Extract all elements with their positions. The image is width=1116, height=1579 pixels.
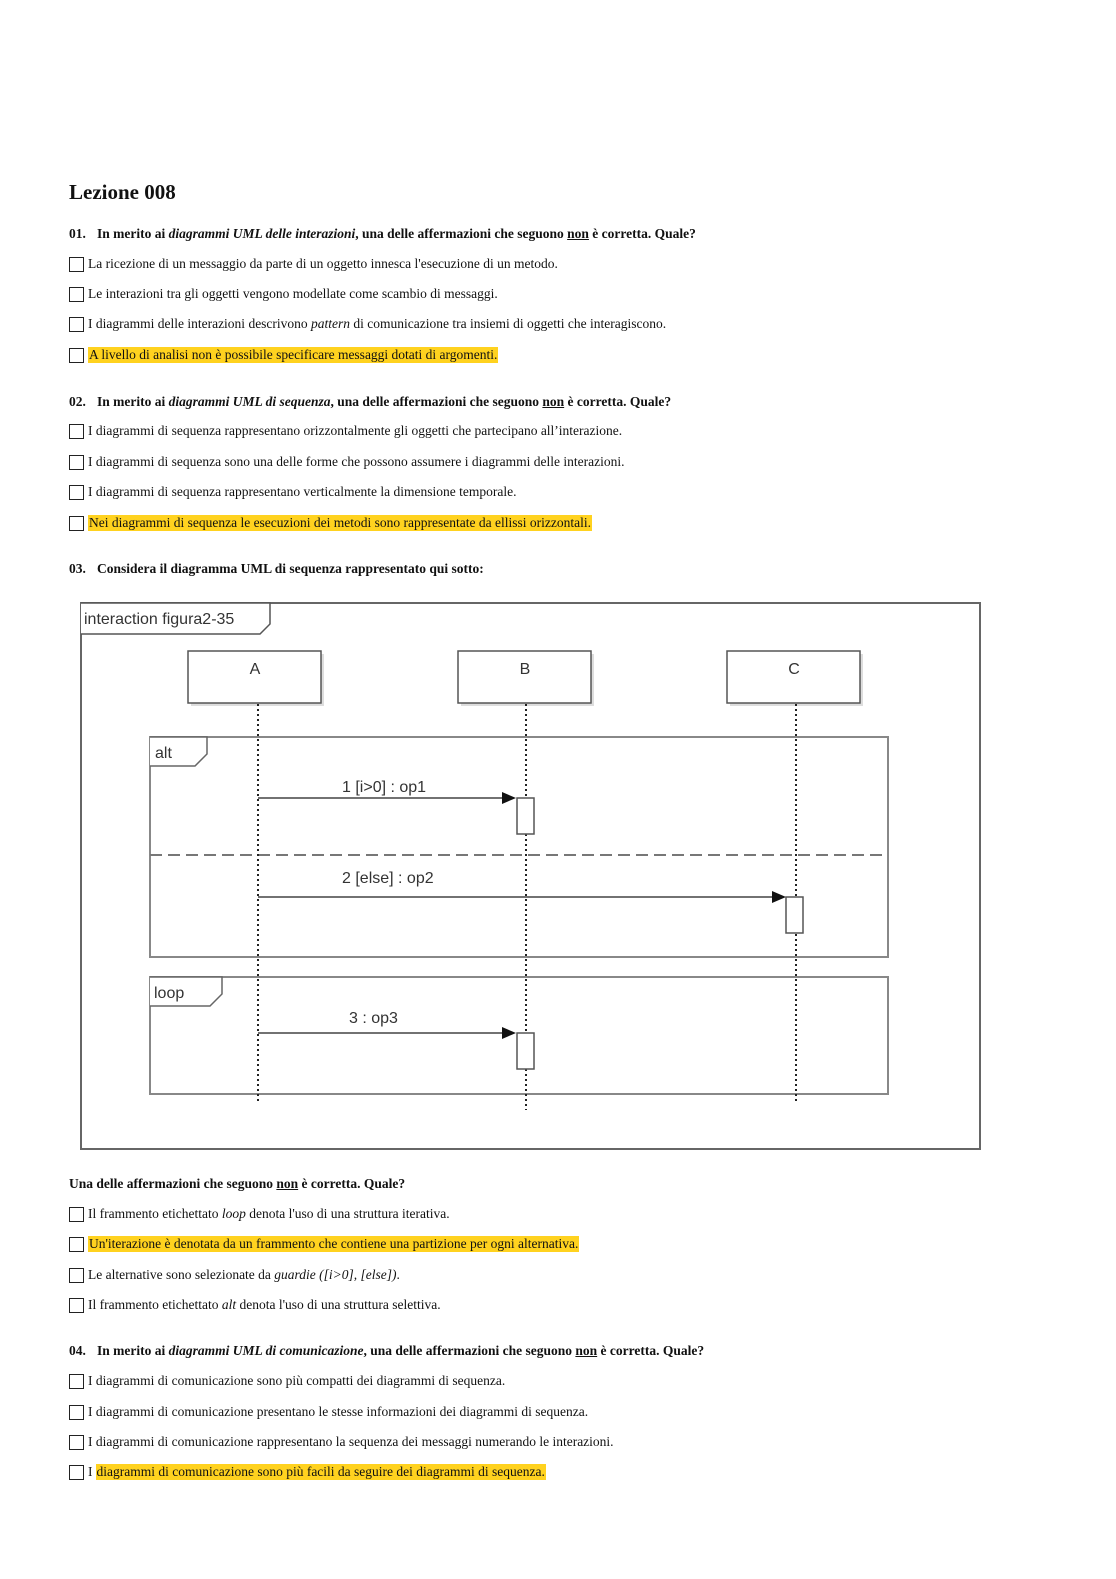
option-text: La ricezione di un messaggio da parte di un oggetto innesca l'esecuzione di un metodo. bbox=[88, 256, 558, 271]
answer-option[interactable] bbox=[69, 1204, 450, 1224]
activation-bar-b bbox=[517, 798, 534, 834]
answer-checkbox[interactable] bbox=[69, 1237, 84, 1252]
message-label-op1: 1 [i>0] : op1 bbox=[342, 779, 427, 796]
answer-option[interactable] bbox=[69, 482, 516, 502]
option-text-prefix: I bbox=[88, 1464, 93, 1479]
question-03-prompt: Una delle affermazioni che seguono non è corretta. Quale? bbox=[69, 1176, 406, 1191]
answer-option-highlighted[interactable] bbox=[69, 1462, 546, 1482]
answer-checkbox[interactable] bbox=[69, 1435, 84, 1450]
lifeline-label-c: C bbox=[788, 661, 800, 678]
option-text: I diagrammi di sequenza rappresentano verticalmente la dimensione temporale. bbox=[88, 484, 517, 499]
option-text-highlighted: diagrammi di comunicazione sono più facili da seguire dei diagrammi di sequenza. bbox=[96, 1464, 545, 1479]
question-number: 03. bbox=[69, 561, 86, 576]
answer-checkbox[interactable] bbox=[69, 424, 84, 439]
answer-option-highlighted[interactable] bbox=[69, 513, 592, 533]
answer-option[interactable] bbox=[69, 1371, 505, 1391]
answer-checkbox[interactable] bbox=[69, 257, 84, 272]
answer-option[interactable] bbox=[69, 1295, 441, 1315]
answer-checkbox[interactable] bbox=[69, 317, 84, 332]
uml-sequence-diagram bbox=[80, 602, 984, 1154]
option-text: Le interazioni tra gli oggetti vengono modellate come scambio di messaggi. bbox=[88, 286, 498, 301]
question-number: 01. bbox=[69, 226, 86, 241]
alt-label: alt bbox=[155, 745, 172, 762]
answer-option[interactable] bbox=[69, 314, 666, 334]
answer-checkbox[interactable] bbox=[69, 1465, 84, 1480]
answer-option-highlighted[interactable] bbox=[69, 1234, 579, 1254]
answer-checkbox[interactable] bbox=[69, 1207, 84, 1222]
option-text: I diagrammi delle interazioni descrivono pattern di comunicazione tra insiemi di oggetti che interagiscono. bbox=[88, 316, 667, 331]
option-text: Il frammento etichettato loop denota l'uso di una struttura iterativa. bbox=[88, 1206, 450, 1221]
option-text: I diagrammi di sequenza sono una delle forme che possono assumere i diagrammi delle interazioni. bbox=[88, 454, 625, 469]
option-text: I diagrammi di sequenza rappresentano orizzontalmente gli oggetti che partecipano all’interazione. bbox=[88, 423, 623, 438]
option-text: I diagrammi di comunicazione sono più compatti dei diagrammi di sequenza. bbox=[88, 1373, 506, 1388]
page-title: Lezione 008 bbox=[69, 180, 176, 204]
option-text: I diagrammi di comunicazione rappresentano la sequenza dei messaggi numerando le interazioni. bbox=[88, 1434, 614, 1449]
question-04: 04. In merito ai diagrammi UML di comunicazione, una delle affermazioni che seguono non è corretta. Quale? bbox=[69, 1343, 705, 1358]
answer-checkbox[interactable] bbox=[69, 1268, 84, 1283]
question-02: 02. In merito ai diagrammi UML di sequenza, una delle affermazioni che seguono non è corretta. Quale? bbox=[69, 394, 672, 409]
answer-option[interactable] bbox=[69, 452, 624, 472]
answer-option-highlighted[interactable] bbox=[69, 345, 498, 365]
option-text-highlighted: A livello di analisi non è possibile specificare messaggi dotati di argomenti. bbox=[89, 347, 498, 362]
question-number: 02. bbox=[69, 394, 86, 409]
answer-option[interactable] bbox=[69, 254, 558, 274]
message-label-op2: 2 [else] : op2 bbox=[342, 870, 434, 887]
option-text: I diagrammi di comunicazione presentano le stesse informazioni dei diagrammi di sequenza. bbox=[88, 1404, 589, 1419]
answer-checkbox[interactable] bbox=[69, 348, 84, 363]
loop-label: loop bbox=[154, 985, 185, 1002]
activation-bar-c bbox=[786, 897, 803, 933]
answer-checkbox[interactable] bbox=[69, 485, 84, 500]
answer-checkbox[interactable] bbox=[69, 1298, 84, 1313]
answer-option[interactable] bbox=[69, 1402, 588, 1422]
answer-option[interactable] bbox=[69, 1265, 400, 1285]
answer-option[interactable] bbox=[69, 421, 622, 441]
question-03: 03. Considera il diagramma UML di sequenza rappresentato qui sotto: bbox=[69, 561, 484, 576]
message-label-op3: 3 : op3 bbox=[349, 1010, 398, 1027]
answer-checkbox[interactable] bbox=[69, 455, 84, 470]
lifeline-label-a: A bbox=[249, 661, 261, 678]
option-text: Il frammento etichettato alt denota l'uso di una struttura selettiva. bbox=[88, 1297, 441, 1312]
answer-checkbox[interactable] bbox=[69, 1405, 84, 1420]
answer-checkbox[interactable] bbox=[69, 287, 84, 302]
option-text-highlighted: Un'iterazione è denotata da un frammento che contiene una partizione per ogni alternativa. bbox=[89, 1236, 579, 1251]
option-text: Le alternative sono selezionate da guardie ([i>0], [else]). bbox=[88, 1267, 400, 1282]
activation-bar-b-loop bbox=[517, 1033, 534, 1069]
answer-checkbox[interactable] bbox=[69, 516, 84, 531]
lifeline-label-b: B bbox=[519, 661, 531, 678]
answer-checkbox[interactable] bbox=[69, 1374, 84, 1389]
question-number: 04. bbox=[69, 1343, 86, 1358]
question-01: 01. In merito ai diagrammi UML delle interazioni, una delle affermazioni che seguono non è corretta. Quale? bbox=[69, 226, 696, 241]
frame-label: interaction figura2-35 bbox=[84, 611, 235, 628]
option-text-highlighted: Nei diagrammi di sequenza le esecuzioni dei metodi sono rappresentate da ellissi orizzontali. bbox=[89, 515, 591, 530]
answer-option[interactable] bbox=[69, 284, 498, 304]
answer-option[interactable] bbox=[69, 1432, 614, 1452]
